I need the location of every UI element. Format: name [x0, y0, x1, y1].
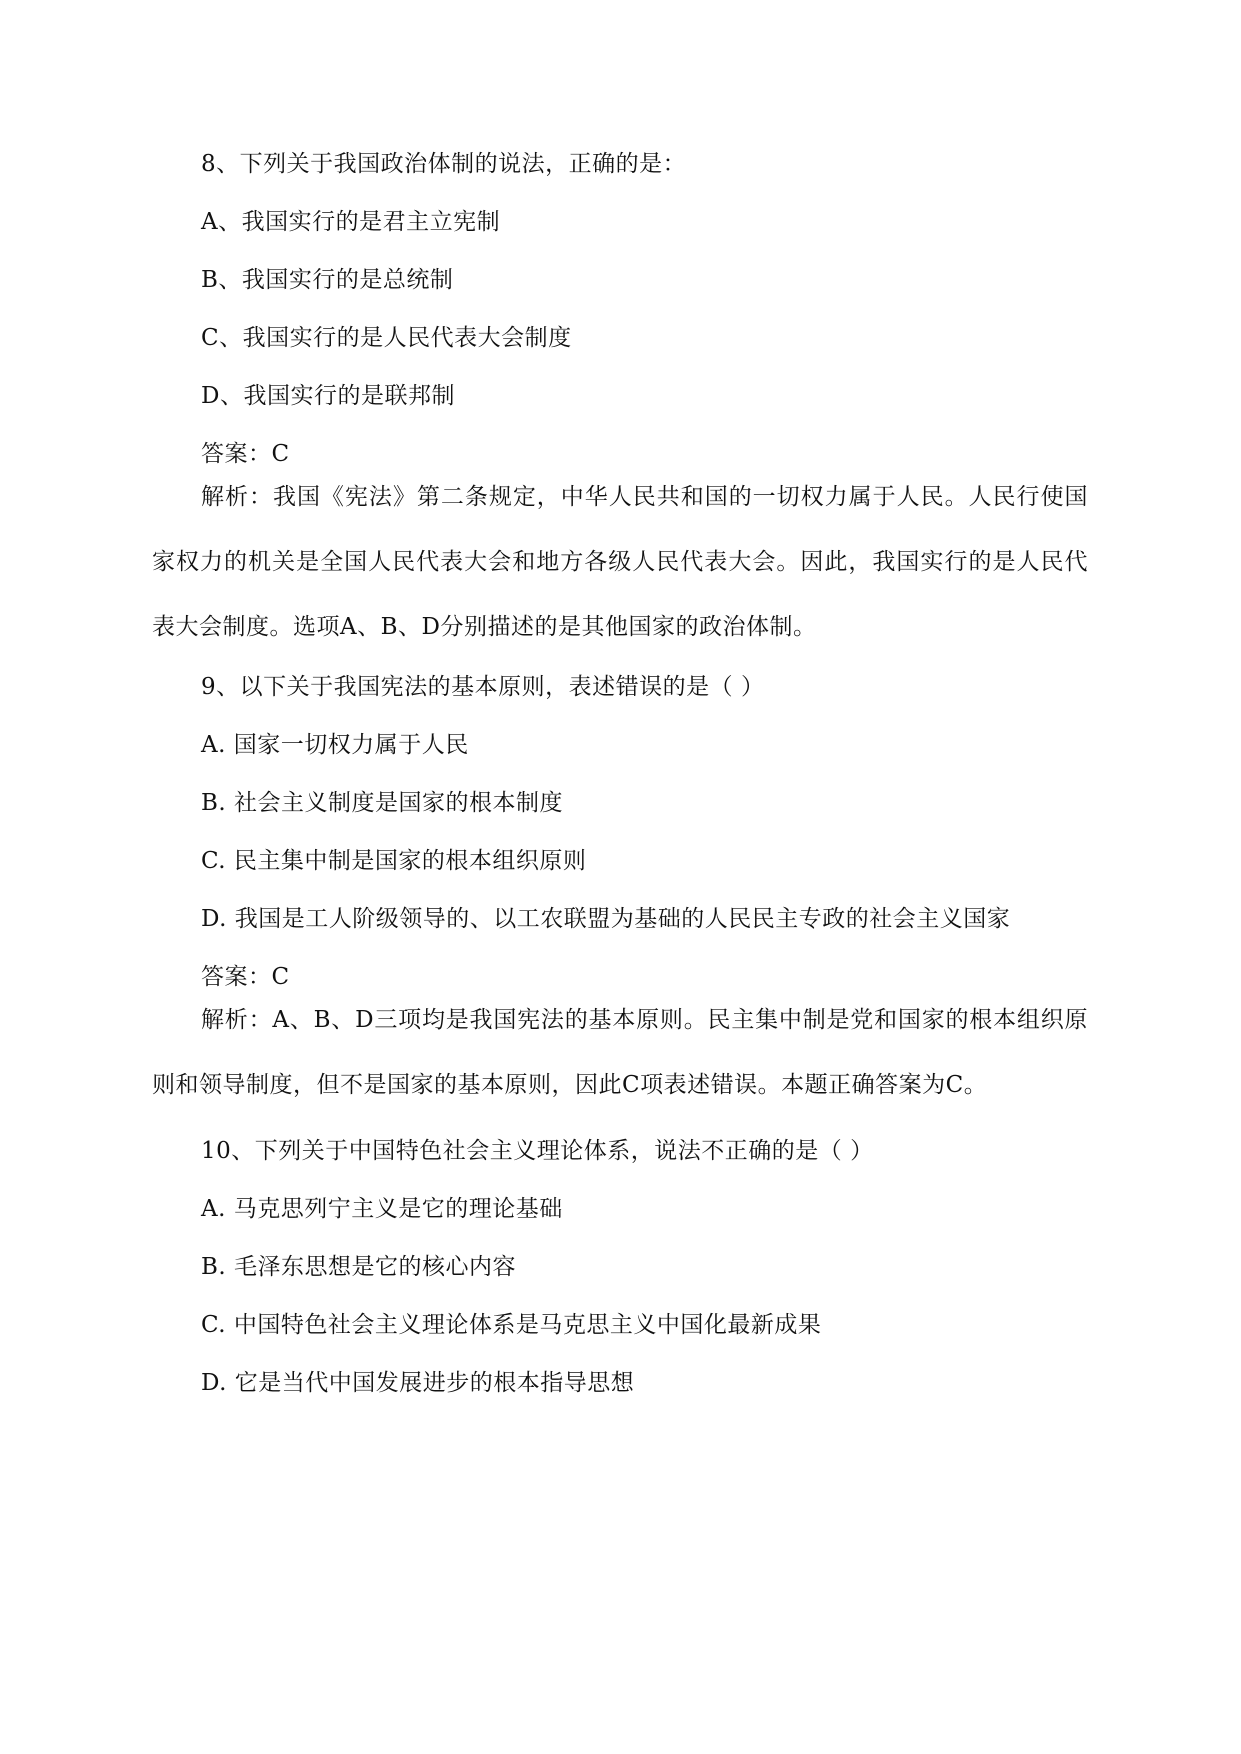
- question-8-answer: 答案：C: [201, 441, 290, 467]
- question-8-analysis: 解析：我国《宪法》第二条规定，中华人民共和国的一切权力属于人民。人民行使国家权力的机关是全国人民代表大会和地方各级人民代表大会。因此，我国实行的是人民代表大会制度。选项A、B、D分别描述的是其他国家的政治体制。: [152, 484, 1088, 640]
- question-8-option-c: C、我国实行的是人民代表大会制度: [201, 325, 572, 351]
- question-9-answer: 答案：C: [201, 964, 290, 990]
- question-9-text: 9、以下关于我国宪法的基本原则，表述错误的是（ ）: [201, 674, 765, 700]
- question-10-option-d: D. 它是当代中国发展进步的根本指导思想: [201, 1370, 635, 1396]
- question-8-option-b: B、我国实行的是总统制: [201, 267, 454, 293]
- question-10-option-b: B. 毛泽东思想是它的核心内容: [201, 1254, 517, 1280]
- question-8-option-a: A、我国实行的是君主立宪制: [201, 209, 501, 235]
- question-9-option-b: B. 社会主义制度是国家的根本制度: [201, 790, 564, 816]
- question-9-option-a: A. 国家一切权力属于人民: [201, 732, 469, 758]
- question-9-option-c: C. 民主集中制是国家的根本组织原则: [201, 848, 587, 874]
- question-9-analysis: 解析：A、B、D三项均是我国宪法的基本原则。民主集中制是党和国家的根本组织原则和领导制度，但不是国家的基本原则，因此C项表述错误。本题正确答案为C。: [152, 1007, 1088, 1098]
- question-10-option-c: C. 中国特色社会主义理论体系是马克思主义中国化最新成果: [201, 1312, 822, 1338]
- question-10-option-a: A. 马克思列宁主义是它的理论基础: [201, 1196, 563, 1222]
- question-10-text: 10、下列关于中国特色社会主义理论体系，说法不正确的是（ ）: [201, 1138, 874, 1164]
- question-9-option-d: D. 我国是工人阶级领导的、以工农联盟为基础的人民民主专政的社会主义国家: [201, 906, 1011, 932]
- question-8-option-d: D、我国实行的是联邦制: [201, 383, 455, 409]
- question-8-text: 8、下列关于我国政治体制的说法，正确的是：: [201, 151, 687, 177]
